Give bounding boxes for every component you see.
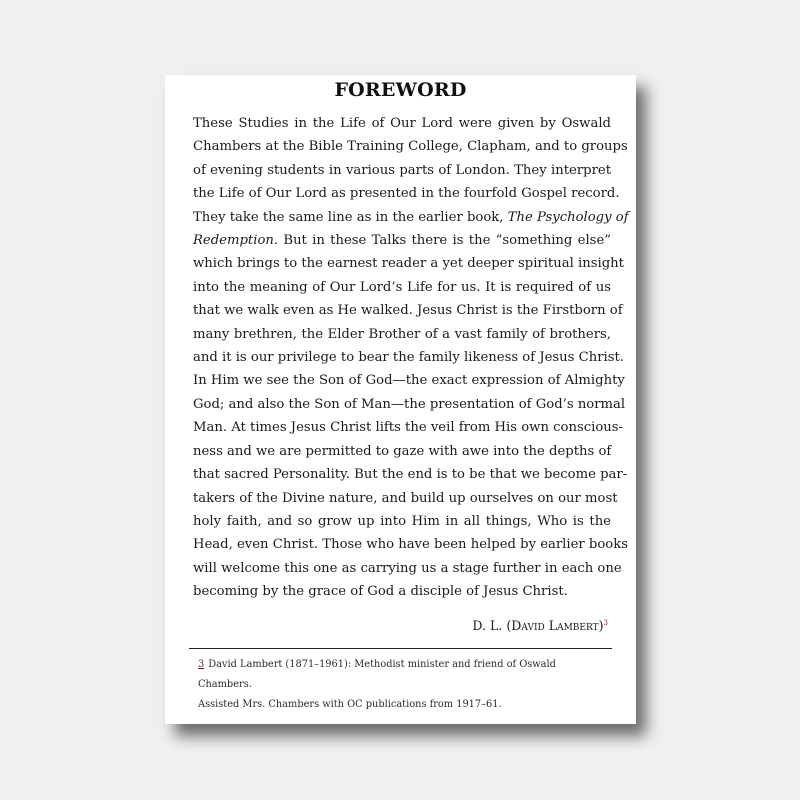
text-line: many brethren, the Elder Brother of a vast family of brothers,: [193, 326, 611, 342]
signature: [472, 618, 608, 633]
text-segment: . But in these Talks there is the “something else”: [273, 233, 611, 249]
text-line: Head, even Christ. Those who have been helped by earlier books: [193, 537, 629, 553]
footnote-text: David Lambert (1871–1961): Methodist minister and friend of Oswald Chambers.: [198, 659, 556, 690]
text-line: Chambers at the Bible Training College, Clapham, and to groups: [193, 139, 628, 155]
footnote: [198, 655, 608, 715]
text-line: takers of the Divine nature, and build up ourselves on our most: [193, 490, 618, 506]
footnote-line: Assisted Mrs. Chambers with OC publications from 1917–61.: [198, 699, 502, 710]
text-line: of evening students in various parts of London. They interpret: [193, 162, 611, 178]
footnote-reference[interactable]: 3: [603, 618, 608, 627]
book-title-italic-cont: Redemption: [193, 233, 274, 249]
text-line: becoming by the grace of God a disciple of Jesus Christ.: [193, 584, 568, 600]
text-line: Man. At times Jesus Christ lifts the veil from His own conscious-: [193, 420, 623, 436]
text-line: These Studies in the Life of Our Lord were given by Oswald: [193, 116, 611, 131]
text-line: [193, 229, 611, 252]
book-page: [165, 75, 636, 724]
footnote-divider: [189, 648, 612, 649]
signature-prefix: D. L. (: [472, 618, 512, 633]
signature-suffix: ): [598, 618, 604, 633]
text-line: God; and also the Son of Man—the presentation of God’s normal: [193, 396, 626, 412]
page-title: FOREWORD: [334, 79, 467, 101]
text-line: In Him we see the Son of God—the exact expression of Almighty: [193, 373, 625, 389]
foreword-body: [193, 112, 629, 604]
text-line: [193, 206, 629, 229]
book-title-italic: The Psychology of: [507, 209, 629, 225]
text-line: into the meaning of Our Lord’s Life for us. It is required of us: [193, 279, 611, 295]
signature-name: David Lambert: [511, 618, 599, 633]
text-segment: They take the same line as in the earlier book,: [193, 209, 504, 225]
footnote-line: [198, 655, 608, 695]
text-line: holy faith, and so grow up into Him in all things, Who is the: [193, 513, 611, 529]
text-line: ness and we are permitted to gaze with awe into the depths of: [193, 443, 612, 459]
text-line: that sacred Personality. But the end is to be that we become par-: [193, 467, 628, 483]
text-line: and it is our privilege to bear the family likeness of Jesus Christ.: [193, 350, 624, 366]
text-line: the Life of Our Lord as presented in the fourfold Gospel record.: [193, 186, 620, 202]
text-line: that we walk even as He walked. Jesus Christ is the Firstborn of: [193, 303, 623, 319]
footnote-number[interactable]: 3: [198, 659, 205, 670]
text-line: which brings to the earnest reader a yet deeper spiritual insight: [193, 256, 624, 272]
text-line: will welcome this one as carrying us a stage further in each one: [193, 560, 622, 576]
